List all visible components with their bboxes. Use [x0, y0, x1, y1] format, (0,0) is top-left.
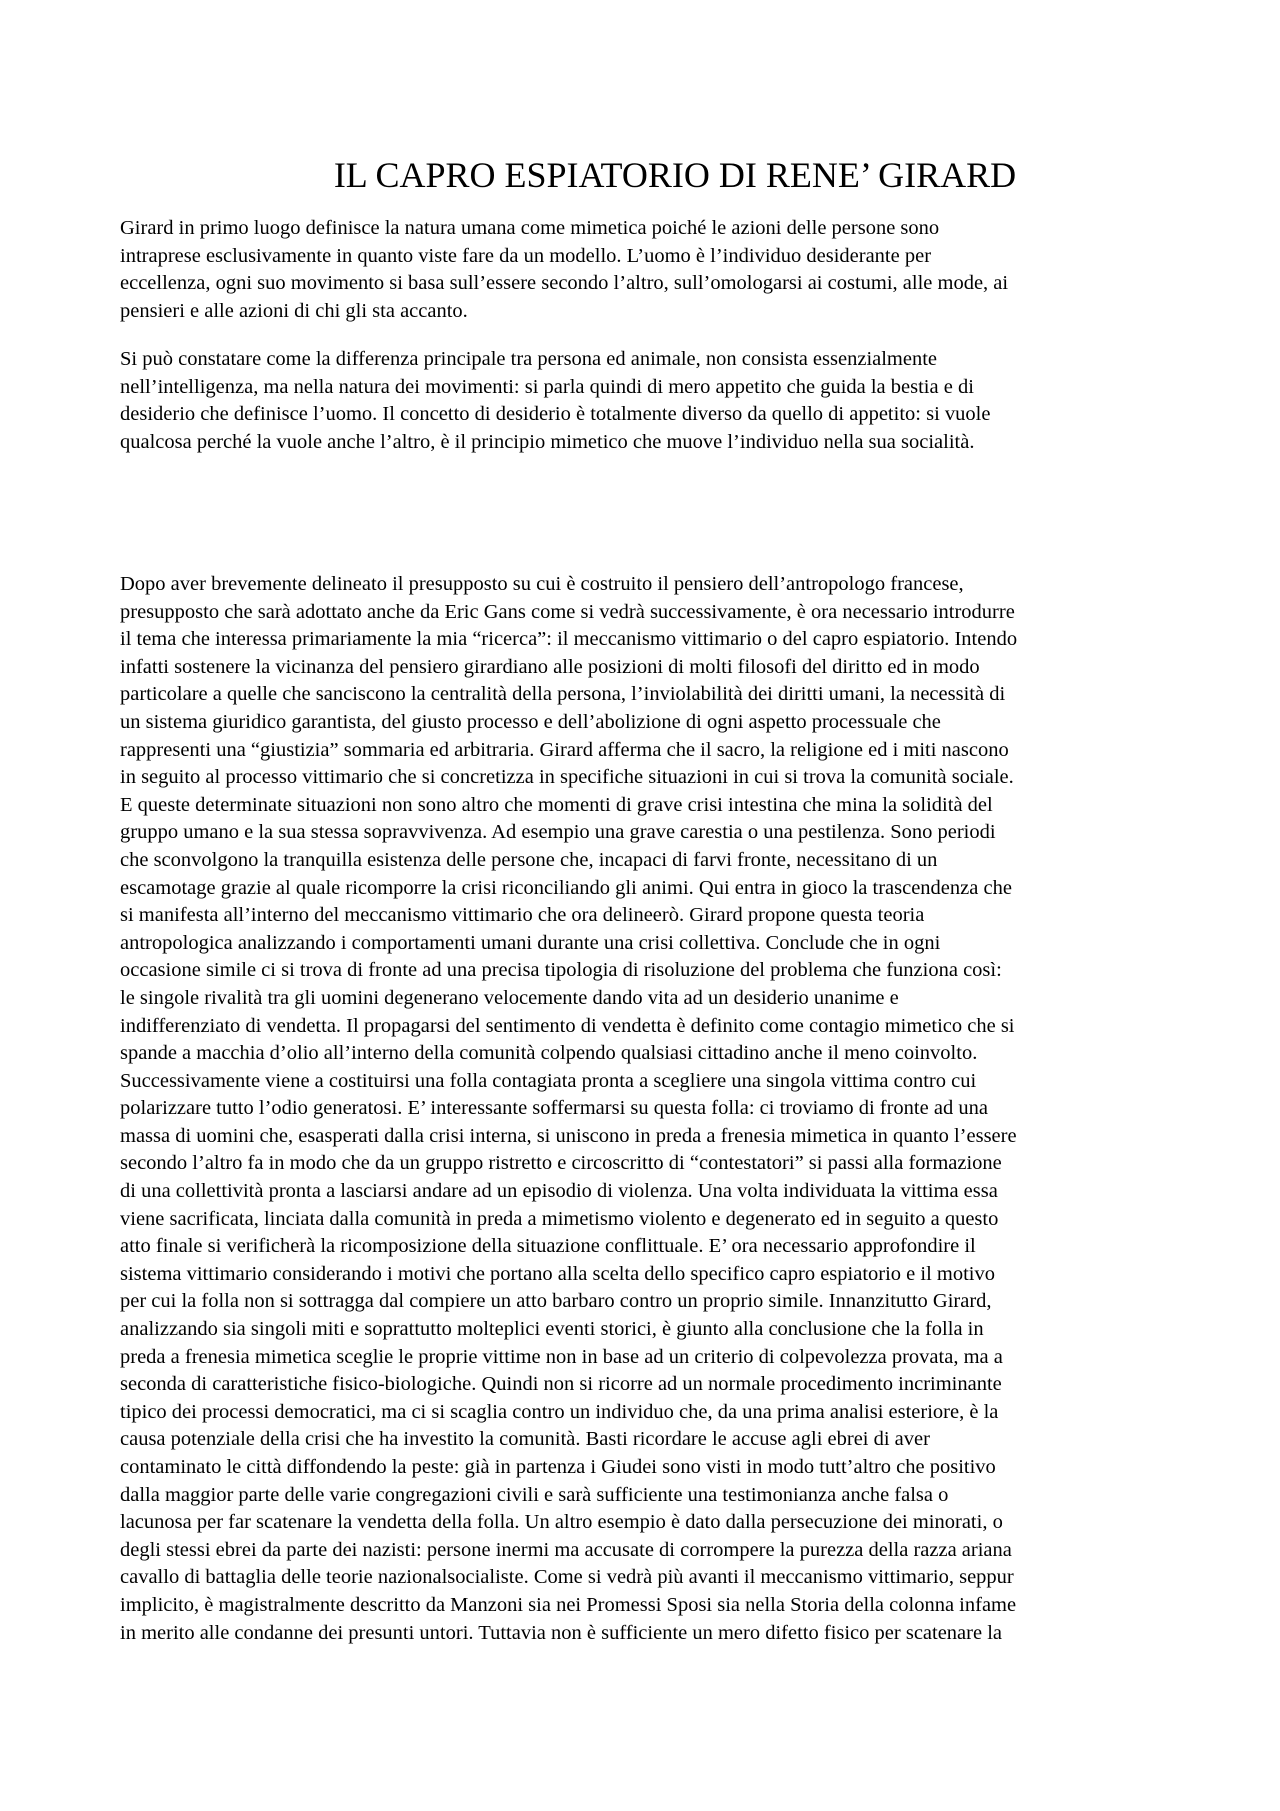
- text-line: si manifesta all’interno del meccanismo vittimario che ora delineerò. Girard propone questa teoria: [120, 904, 925, 927]
- text-line: atto finale si verificherà la ricomposizione della situazione conflittuale. E’ ora necessario approfondire il: [120, 1235, 976, 1258]
- text-line: in merito alle condanne dei presunti untori. Tuttavia non è sufficiente un mero difetto fisico per scatenare la: [120, 1621, 1003, 1644]
- text-line: in seguito al processo vittimario che si concretizza in specifiche situazioni in cui si trova la comunità sociale.: [120, 766, 1014, 789]
- text-line: antropologica analizzando i comportamenti umani durante una crisi collettiva. Conclude che in ogni: [120, 931, 941, 954]
- text-line: causa potenziale della crisi che ha investito la comunità. Basti ricordare le accuse agli ebrei di aver: [120, 1428, 930, 1451]
- text-line: contaminato le città diffondendo la peste: già in partenza i Giudei sono visti in modo tutt’altro che positivo: [120, 1456, 996, 1478]
- text-line: rappresenti una “giustizia” sommaria ed arbitraria. Girard afferma che il sacro, la religione ed i miti nascono: [120, 738, 1009, 761]
- text-line: E queste determinate situazioni non sono altro che momenti di grave crisi intestina che mina la solidità del: [120, 793, 993, 816]
- text-line: preda a frenesia mimetica sceglie le proprie vittime non in base ad un criterio di colpevolezza provata, ma a: [120, 1345, 1003, 1368]
- text-line: seconda di caratteristiche fisico-biologiche. Quindi non si ricorre ad un normale procedimento incriminante: [120, 1373, 1002, 1396]
- text-line: il tema che interessa primariamente la mia “ricerca”: il meccanismo vittimario o del capro espiatorio. Intendo: [120, 628, 1018, 651]
- text-line: spande a macchia d’olio all’interno della comunità colpendo qualsiasi cittadino anche il meno coinvolto.: [120, 1042, 978, 1065]
- text-line: pensieri e alle azioni di chi gli sta accanto.: [120, 299, 468, 322]
- text-line: occasione simile ci si trova di fronte ad una precisa tipologia di risoluzione del problema che funziona così:: [120, 959, 1002, 982]
- text-line: escamotage grazie al quale ricomporre la crisi riconciliando gli animi. Qui entra in gioco la trascendenza che: [120, 876, 1012, 899]
- text-line: Si può constatare come la differenza principale tra persona ed animale, non consista essenzialmente: [120, 348, 938, 370]
- text-line: degli stessi ebrei da parte dei nazisti: persone inermi ma accusate di corrompere la purezza della razza ariana: [120, 1538, 1012, 1561]
- text-line: indifferenziato di vendetta. Il propagarsi del sentimento di vendetta è definito come contagio mimetico che si: [120, 1014, 1015, 1037]
- paragraph-3: [120, 571, 1180, 1647]
- text-line: desiderio che definisce l’uomo. Il concetto di desiderio è totalmente diverso da quello di appetito: si vuole: [120, 403, 991, 426]
- text-line: intraprese esclusivamente in quanto viste fare da un modello. L’uomo è l’individuo desiderante per: [120, 244, 932, 267]
- text-line: sistema vittimario considerando i motivi che portano alla scelta dello specifico capro espiatorio e il motivo: [120, 1262, 995, 1285]
- text-line: analizzando sia singoli miti e soprattutto molteplici eventi storici, è giunto alla conclusione che la folla in: [120, 1318, 984, 1341]
- text-line: lacunosa per far scatenare la vendetta della folla. Un altro esempio è dato dalla persecuzione dei minorati, o: [120, 1511, 1003, 1534]
- text-line: particolare a quelle che sanciscono la centralità della persona, l’inviolabilità dei diritti umani, la necessità di: [120, 683, 1006, 706]
- text-line: Successivamente viene a costituirsi una folla contagiata pronta a scegliere una singola vittima contro cui: [120, 1069, 977, 1092]
- text-line: nell’intelligenza, ma nella natura dei movimenti: si parla quindi di mero appetito che guida la bestia e di: [120, 375, 974, 398]
- text-line: Dopo aver brevemente delineato il presupposto su cui è costruito il pensiero dell’antropologo francese,: [120, 573, 964, 595]
- text-line: polarizzare tutto l’odio generatosi. E’ interessante soffermarsi su questa folla: ci troviamo di fronte ad una: [120, 1097, 988, 1120]
- text-line: Girard in primo luogo definisce la natura umana come mimetica poiché le azioni delle persone sono: [120, 217, 940, 239]
- text-line: implicito, è magistralmente descritto da Manzoni sia nei Promessi Sposi sia nella Storia della colonna infame: [120, 1593, 1017, 1616]
- text-line: qualcosa perché la vuole anche l’altro, è il principio mimetico che muove l’individuo nella sua socialità.: [120, 430, 975, 453]
- text-line: massa di uomini che, esasperati dalla crisi interna, si uniscono in preda a frenesia mimetica in quanto l’essere: [120, 1124, 1017, 1147]
- text-line: gruppo umano e la sua stessa sopravvivenza. Ad esempio una grave carestia o una pestilenza. Sono periodi: [120, 821, 996, 844]
- text-line: cavallo di battaglia delle teorie nazionalsocialiste. Come si vedrà più avanti il meccanismo vittimario, seppur: [120, 1566, 1014, 1589]
- text-line: un sistema giuridico garantista, del giusto processo e dell’abolizione di ogni aspetto processuale che: [120, 710, 941, 733]
- text-line: le singole rivalità tra gli uomini degenerano velocemente dando vita ad un desiderio unanime e: [120, 986, 899, 1009]
- text-line: secondo l’altro fa in modo che da un gruppo ristretto e circoscritto di “contestatori” si passi alla formazione: [120, 1152, 1002, 1175]
- text-line: eccellenza, ogni suo movimento si basa sull’essere secondo l’altro, sull’omologarsi ai costumi, alle mode, ai: [120, 272, 1009, 295]
- paragraph-1: [120, 215, 1180, 325]
- text-line: infatti sostenere la vicinanza del pensiero girardiano alle posizioni di molti filosofi del diritto ed in modo: [120, 655, 980, 678]
- document-title: IL CAPRO ESPIATORIO DI RENE’ GIRARD: [333, 155, 1017, 195]
- text-line: viene sacrificata, linciata dalla comunità in preda a mimetismo violento e degenerato ed in seguito a questo: [120, 1207, 999, 1230]
- paragraph-2: [120, 346, 1180, 456]
- text-line: dalla maggior parte delle varie congregazioni civili e sarà sufficiente una testimonianza anche falsa o: [120, 1483, 949, 1506]
- text-line: che sconvolgono la tranquilla esistenza delle persone che, incapaci di farvi fronte, necessitano di un: [120, 848, 938, 871]
- text-line: tipico dei processi democratici, ma ci si scaglia contro un individuo che, da una prima analisi esteriore, è la: [120, 1400, 999, 1423]
- text-line: presupposto che sarà adottato anche da Eric Gans come si vedrà successivamente, è ora necessario introdurre: [120, 600, 1015, 623]
- text-line: di una collettività pronta a lasciarsi andare ad un episodio di violenza. Una volta individuata la vittima essa: [120, 1180, 998, 1203]
- text-line: per cui la folla non si sottragga dal compiere un atto barbaro contro un proprio simile. Innanzitutto Girard,: [120, 1290, 992, 1313]
